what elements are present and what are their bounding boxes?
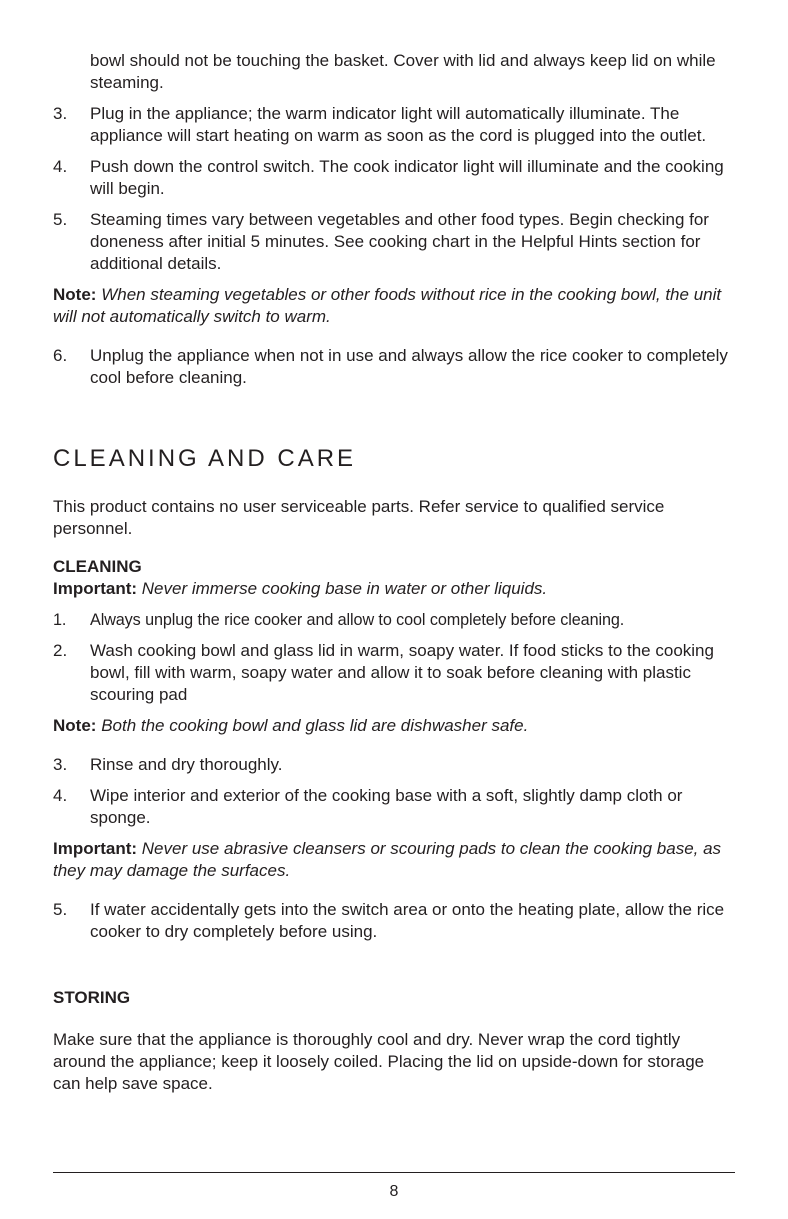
cleaning-step-5	[53, 899, 735, 943]
step-number: 4.	[53, 786, 68, 805]
important-abrasive	[53, 838, 735, 882]
page-content	[53, 50, 735, 1111]
step-number: 5.	[53, 210, 68, 229]
step-6	[53, 345, 735, 389]
important-text: Never use abrasive cleansers or scouring pads to clean the cooking base, as they may damage the surfaces.	[53, 839, 722, 880]
step-text: If water accidentally gets into the switch area or onto the heating plate, allow the rice cooker to dry completely before using.	[90, 900, 725, 941]
note-steaming	[53, 284, 735, 328]
step-text: Wipe interior and exterior of the cooking base with a soft, slightly damp cloth or sponge.	[90, 786, 683, 827]
step-number: 4.	[53, 157, 68, 176]
step-text: Unplug the appliance when not in use and always allow the rice cooker to completely cool before cleaning.	[90, 346, 728, 387]
step-text: Steaming times vary between vegetables and other food types. Begin checking for doneness after initial 5 minutes. See cooking chart in the Helpful Hints section for additional details.	[90, 210, 709, 273]
step-number: 2.	[53, 641, 68, 660]
footer-divider	[53, 1172, 735, 1173]
intro-text: This product contains no user serviceable parts. Refer service to qualified service personnel.	[53, 497, 665, 538]
step-number: 5.	[53, 900, 68, 919]
step-3	[53, 103, 735, 147]
storing-text: Make sure that the appliance is thoroughly cool and dry. Never wrap the cord tightly around the appliance; keep it loosely coiled. Placing the lid on upside-down for storage can help save space.	[53, 1030, 705, 1093]
step-number: 1.	[53, 611, 67, 629]
important-label: Important:	[53, 839, 138, 858]
step-text: Wash cooking bowl and glass lid in warm, soapy water. If food sticks to the cooking bowl, fill with warm, soapy water and allow it to soak before cleaning with plastic scouring pad	[90, 641, 714, 704]
step-number: 3.	[53, 104, 68, 123]
note-label: Note:	[53, 716, 97, 735]
cleaning-step-4	[53, 785, 735, 829]
step-text: Always unplug the rice cooker and allow to cool completely before cleaning.	[90, 611, 625, 629]
important-text: Never immerse cooking base in water or other liquids.	[141, 579, 548, 598]
storing-heading: STORING	[53, 988, 131, 1007]
note-label: Note:	[53, 285, 97, 304]
cleaning-step-2	[53, 640, 735, 706]
step-text: Rinse and dry thoroughly.	[90, 755, 283, 774]
step-5	[53, 209, 735, 275]
section-title: CLEANING AND CARE	[53, 445, 357, 472]
note-text: Both the cooking bowl and glass lid are dishwasher safe.	[101, 716, 529, 735]
step-text: Plug in the appliance; the warm indicator light will automatically illuminate. The appliance will start heating on warm as soon as the cord is plugged into the outlet.	[90, 104, 707, 145]
note-dishwasher	[53, 715, 735, 737]
note-text: When steaming vegetables or other foods without rice in the cooking bowl, the unit will not automatically switch to warm.	[53, 285, 722, 326]
step-4	[53, 156, 735, 200]
step-number: 3.	[53, 755, 68, 774]
step-text: Push down the control switch. The cook indicator light will illuminate and the cooking will begin.	[90, 157, 724, 198]
continuation-text: bowl should not be touching the basket. Cover with lid and always keep lid on while steaming.	[90, 51, 716, 92]
step-number: 6.	[53, 346, 68, 365]
cleaning-step-3	[53, 754, 735, 776]
important-label: Important:	[53, 579, 138, 598]
page-number: 8	[389, 1183, 399, 1200]
cleaning-step-1	[53, 609, 735, 631]
cleaning-heading: CLEANING	[53, 557, 142, 576]
important-immerse	[53, 578, 735, 600]
